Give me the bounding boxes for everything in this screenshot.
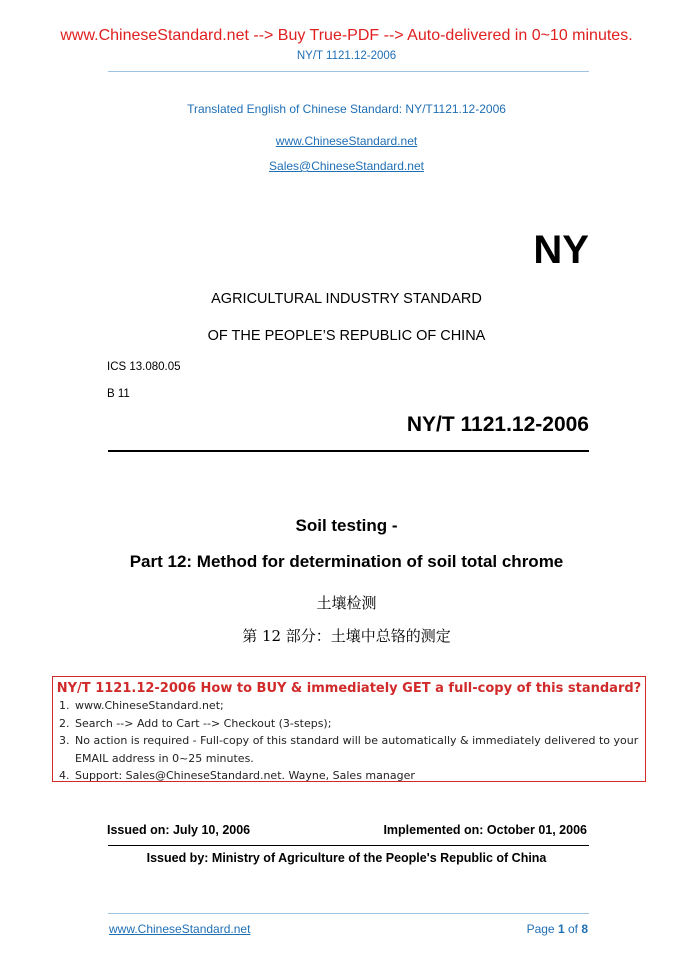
- document-title: Soil testing -: [295, 516, 398, 535]
- industry-line-2: OF THE PEOPLE’S REPUBLIC OF CHINA: [207, 328, 486, 344]
- email-link[interactable]: Sales@ChineseStandard.net: [269, 159, 424, 173]
- header-standard-ref: NY/T 1121.12-2006: [296, 50, 397, 62]
- issued-on-date: Issued on: July 10, 2006: [107, 823, 251, 837]
- purchase-step: 4. Support: Sales@ChineseStandard.net. Wayne, Sales manager: [73, 767, 645, 785]
- title-divider: [108, 450, 589, 452]
- website-link-container: [0, 132, 693, 150]
- footer-divider: [108, 913, 589, 914]
- chinese-subtitle: 第 12 部分：土壤中总铬的测定: [242, 627, 451, 645]
- translated-note: Translated English of Chinese Standard: NY/T1121.12-2006: [187, 102, 506, 116]
- ics-code: ICS 13.080.05: [107, 361, 181, 373]
- page-prefix: Page: [526, 922, 558, 936]
- standard-number: NY/T 1121.12-2006: [406, 413, 589, 436]
- chinese-title: 土壤检测: [316, 594, 377, 612]
- purchase-step: 3. No action is required - Full-copy of this standard will be automatically & immediately delivered to your EMAIL address in 0~25 minutes.: [73, 732, 645, 767]
- purchase-step[interactable]: 1. www.ChineseStandard.net;: [73, 697, 645, 715]
- header-divider: [108, 71, 589, 72]
- purchase-info-box: [52, 676, 646, 782]
- issue-divider: [108, 845, 589, 846]
- page-separator: of: [564, 922, 582, 936]
- purchase-info-title: NY/T 1121.12-2006 How to BUY & immediately GET a full-copy of this standard?: [56, 681, 642, 696]
- standard-code: NY: [533, 228, 589, 272]
- email-link-container: [0, 157, 693, 175]
- page-current: 1: [557, 922, 565, 936]
- page-indicator: [527, 922, 588, 936]
- promo-banner[interactable]: www.ChineseStandard.net --> Buy True-PDF --> Auto-delivered in 0~10 minutes.: [60, 27, 633, 44]
- ccs-code: B 11: [107, 388, 130, 400]
- footer-website-link[interactable]: www.ChineseStandard.net: [109, 922, 251, 936]
- website-link[interactable]: www.ChineseStandard.net: [275, 134, 418, 148]
- purchase-steps-list: [53, 697, 645, 785]
- implemented-on-date: Implemented on: October 01, 2006: [383, 823, 587, 837]
- purchase-step: 2. Search --> Add to Cart --> Checkout (3-steps);: [73, 715, 645, 733]
- issuing-authority: Issued by: Ministry of Agriculture of the People's Republic of China: [146, 851, 547, 865]
- document-subtitle: Part 12: Method for determination of soil total chrome: [129, 552, 564, 571]
- industry-line-1: AGRICULTURAL INDUSTRY STANDARD: [211, 291, 482, 307]
- page-total: 8: [581, 922, 588, 936]
